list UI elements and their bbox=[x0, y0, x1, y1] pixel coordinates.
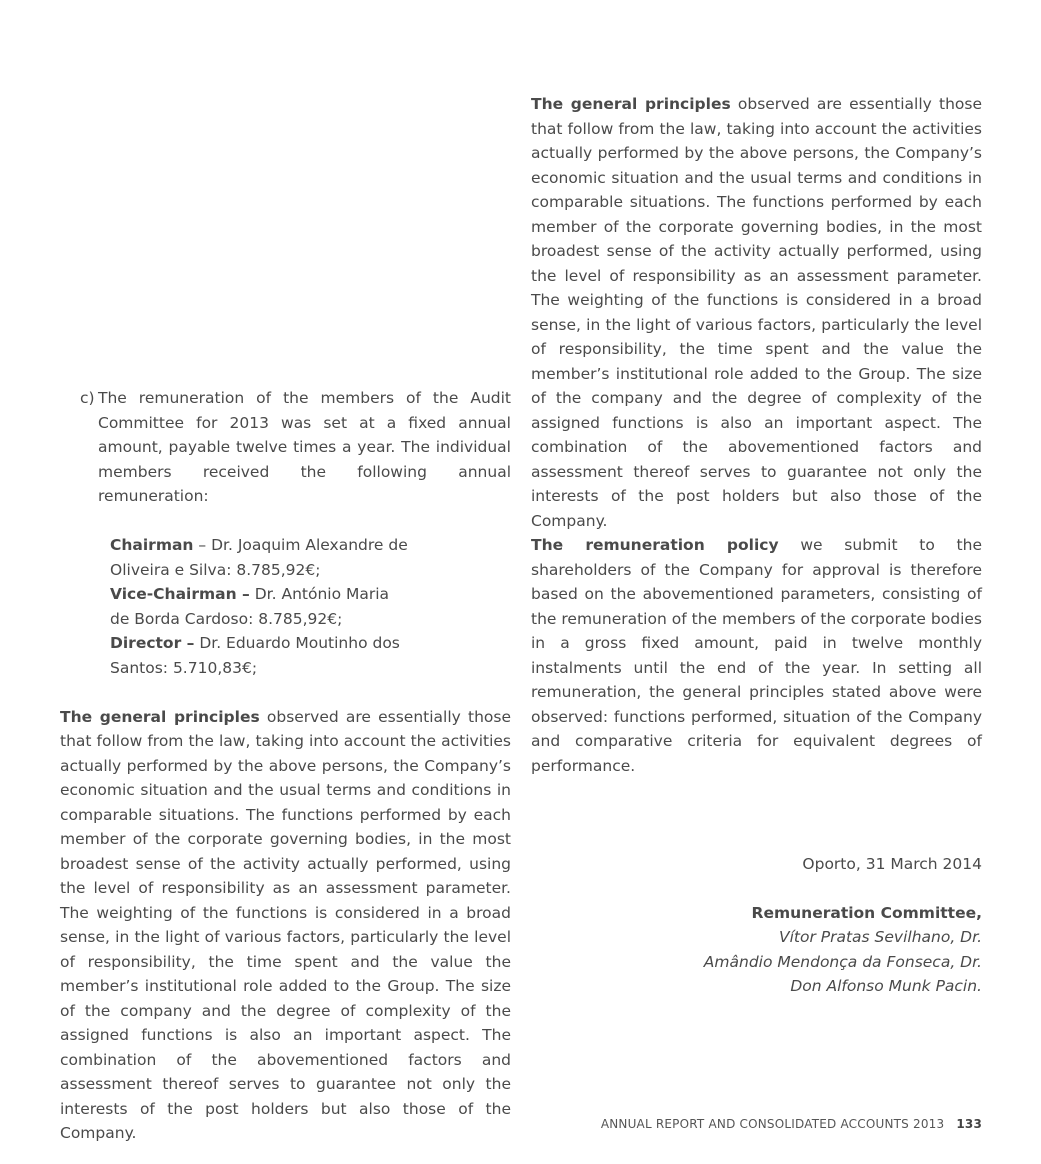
page-footer bbox=[601, 1112, 982, 1137]
member-role: Chairman bbox=[110, 536, 194, 554]
audit-committee-members bbox=[60, 533, 511, 680]
member-chairman: Chairman – Dr. Joaquim Alexandre de bbox=[110, 536, 408, 554]
member-role: Director – bbox=[110, 634, 195, 652]
signoff-block bbox=[531, 852, 982, 999]
page-number: 133 bbox=[956, 1117, 982, 1131]
general-principles-text: observed are essentially those that follow from the law, taking into account the activities actually performed by the above persons, the Company’s economic situation and the usual terms and conditions in comparable situations. The functions performed by each member of the corporate governing bodies, in the most broadest sense of the activity actually performed, using the level of responsibility as an assessment parameter. The weighting of the functions is considered in a broad sense, in the light of various factors, particularly the level of responsibility, the time spent and the value the member’s institutional role added to the Group. The size of the company and the degree of complexity of the assigned functions is also an important aspect. The combination of the abovementioned factors and assessment thereof serves to guarantee not only the interests of the post holders but also those of the Company. bbox=[531, 95, 983, 530]
member-name: Dr. António Maria bbox=[254, 585, 390, 603]
member-director-amount: Santos: 5.710,83€; bbox=[110, 658, 258, 677]
remuneration-policy-lead: The remuneration policy bbox=[531, 536, 779, 554]
remuneration-policy-text: we submit to the shareholders of the Company for approval is therefore based on the abovementioned parameters, consisting of the remuneration of the members of the corporate bodies in a gross fixed amount, paid in twelve monthly instalments until the end of the year. In setting all remuneration, the general principles stated above were observed: functions performed, situation of the Company and comparative criteria for equivalent degrees of performance. bbox=[531, 536, 982, 775]
member-name: Dr. Eduardo Moutinho dos bbox=[199, 634, 400, 652]
remuneration-policy-paragraph bbox=[531, 533, 982, 778]
member-name: Dr. Joaquim Alexandre de bbox=[211, 536, 408, 554]
member-vice-chairman-amount: de Borda Cardoso: 8.785,92€; bbox=[110, 609, 343, 628]
member-chairman-amount: Oliveira e Silva: 8.785,92€; bbox=[110, 560, 321, 579]
signatory-1: Vítor Pratas Sevilhano, Dr. bbox=[778, 928, 982, 946]
place-date: Oporto, 31 March 2014 bbox=[802, 854, 982, 873]
list-item-c bbox=[60, 386, 511, 509]
right-column bbox=[531, 95, 983, 999]
list-marker: c) bbox=[80, 389, 95, 407]
signatory-2: Amândio Mendonça da Fonseca, Dr. bbox=[703, 952, 982, 971]
general-principles-text: observed are essentially those that follow from the law, taking into account the activities actually performed by the above persons, the Company’s economic situation and the usual terms and conditions in comparable situations. The functions performed by each member of the corporate governing bodies, in the most broadest sense of the activity actually performed, using the level of responsibility as an assessment parameter. The weighting of the functions is considered in a broad sense, in the light of various factors, particularly the level of responsibility, the time spent and the value the member’s institutional role added to the Group. The size of the company and the degree of complexity of the assigned functions is also an important aspect. The combination of the abovementioned factors and assessment thereof serves to guarantee not only the interests of the post holders but also those of the Company. bbox=[60, 707, 512, 1142]
signatory-3: Don Alfonso Munk Pacin. bbox=[790, 977, 982, 995]
general-principles-lead: The general principles bbox=[60, 707, 260, 726]
general-principles-lead: The general principles bbox=[531, 95, 731, 113]
footer-title: ANNUAL REPORT AND CONSOLIDATED ACCOUNTS 2013 bbox=[600, 1117, 945, 1131]
list-item-text: The remuneration of the members of the Audit Committee for 2013 was set at a fixed annual amount, payable twelve times a year. The individual members received the following annual remuneration: bbox=[98, 389, 511, 505]
member-director bbox=[110, 631, 511, 656]
general-principles-continued bbox=[531, 95, 983, 533]
committee-name: Remuneration Committee, bbox=[751, 903, 982, 922]
general-principles-paragraph bbox=[60, 705, 512, 1142]
member-vice-chairman bbox=[110, 582, 511, 607]
member-role: Vice-Chairman – bbox=[110, 585, 250, 603]
left-column bbox=[60, 386, 512, 1142]
